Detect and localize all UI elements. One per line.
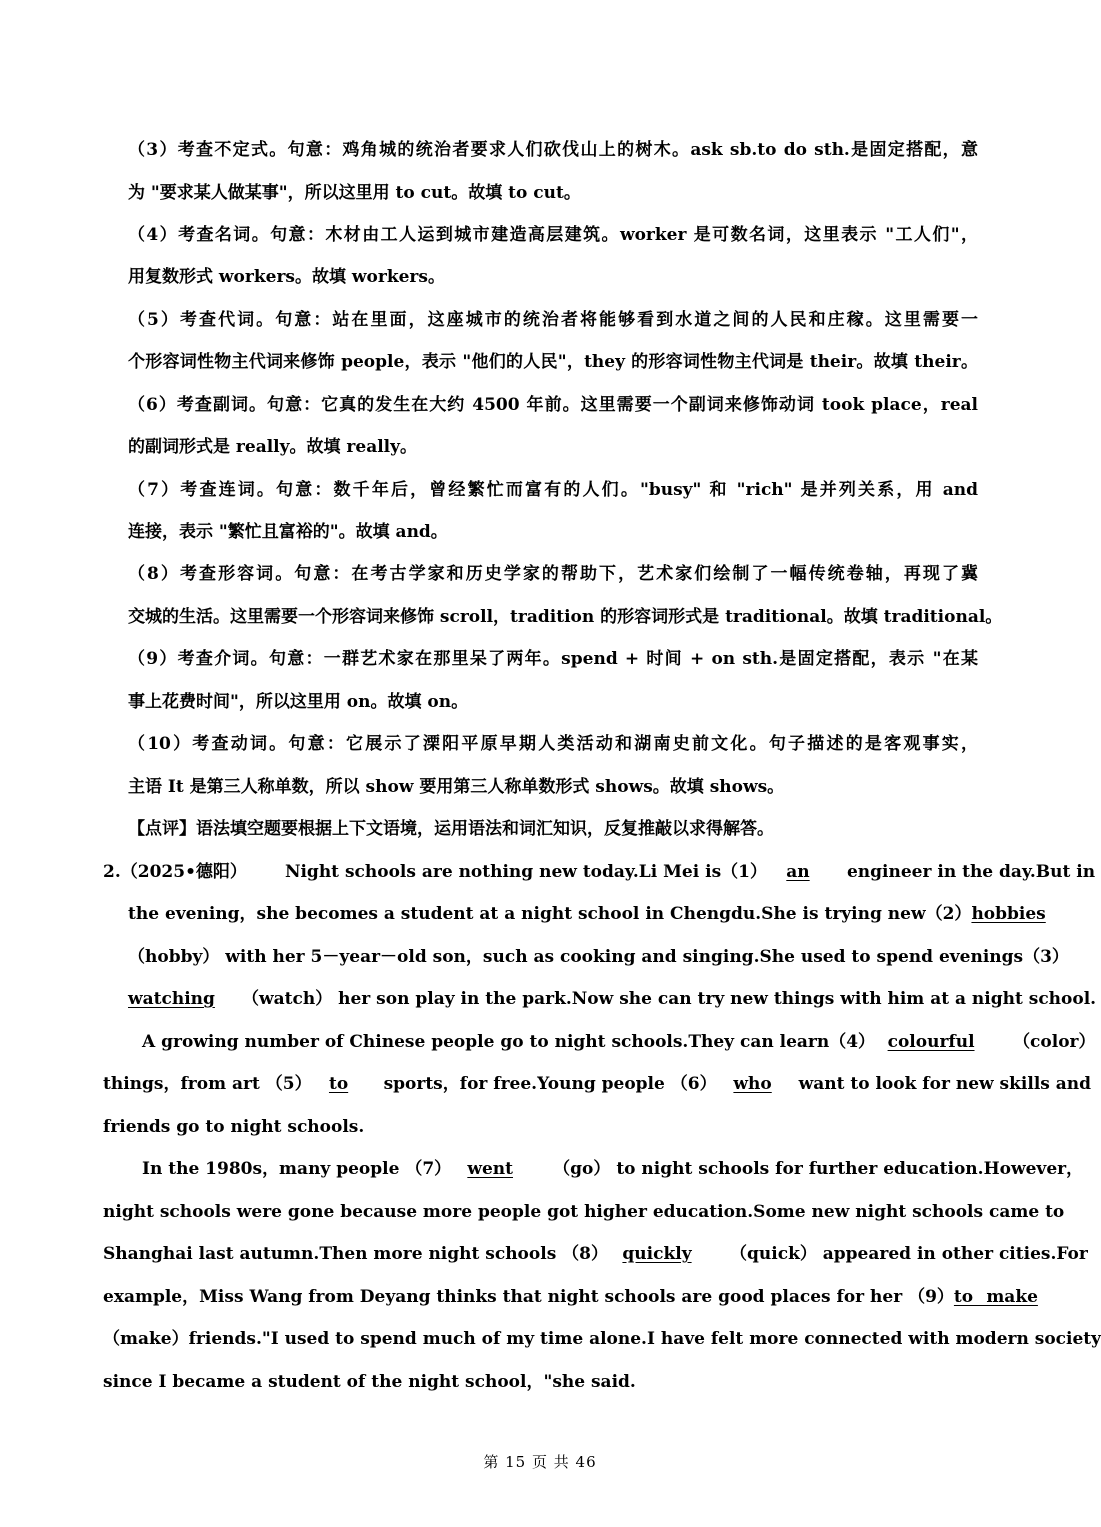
question-text: the evening，she becomes a student at a night school in Chengdu.She is trying new（2）: [128, 904, 972, 924]
question-text: （go） to night schools for further education.However，: [553, 1159, 1084, 1179]
explanation-7-line-1: （7）考查连词。句意：数千年后，曾经繁忙而富有的人们。"busy" 和 "rich" 是并列关系，用 and: [128, 480, 978, 500]
explanation-5-line-2: 个形容词性物主代词来修饰 people，表示 "他们的人民"，they 的形容词性物主代词是 their。故填 their。: [128, 352, 978, 372]
explanation-6-line-2: 的副词形式是 really。故填 really。: [128, 437, 417, 457]
question-2-line-5: [142, 1029, 1096, 1055]
explanation-4-line-2: 用复数形式 workers。故填 workers。: [128, 267, 445, 287]
page-footer: 第 15 页 共 46: [483, 1453, 597, 1471]
explanation-9-line-2: 事上花费时间"，所以这里用 on。故填 on。: [128, 692, 469, 712]
question-2-line-3: （hobby） with her 5－year－old son，such as cooking and singing.She used to spend evenings（3）: [128, 947, 1069, 967]
question-text: Night schools are nothing new today.Li Mei is（1）: [284, 862, 767, 882]
explanation-8-line-2: 交城的生活。这里需要一个形容词来修饰 scroll，tradition 的形容词形式是 traditional。故填 traditional。: [128, 607, 1003, 627]
question-2-line-9: night schools were gone because more people got higher education.Some new night schools came to: [103, 1202, 1065, 1222]
question-text: In the 1980s，many people （7）: [142, 1159, 452, 1179]
question-text: engineer in the day.But in: [846, 862, 1096, 882]
question-text: things，from art （5）: [103, 1074, 312, 1094]
question-2-line-7: friends go to night schools.: [103, 1117, 365, 1137]
question-2-line-1: [103, 859, 1096, 885]
question-text: （quick） appeared in other cities.For: [730, 1244, 1088, 1264]
answer-9[interactable]: to make: [953, 1287, 1038, 1307]
question-number: 2.: [103, 862, 121, 882]
answer-2[interactable]: hobbies: [971, 904, 1046, 924]
explanation-4-line-1: （4）考查名词。句意：木材由工人运到城市建造高层建筑。worker 是可数名词，这里表示 "工人们"，: [128, 225, 978, 245]
question-text: （watch） her son play in the park.Now she can try new things with him at a night school.: [242, 989, 1097, 1009]
question-2-line-2: [128, 901, 1046, 927]
question-2-line-4: [128, 986, 1097, 1012]
explanation-9-line-1: （9）考查介词。句意：一群艺术家在那里呆了两年。spend + 时间 + on sth.是固定搭配，表示 "在某: [128, 649, 978, 669]
explanation-10-line-2: 主语 It 是第三人称单数，所以 show 要用第三人称单数形式 shows。故填 shows。: [128, 777, 785, 797]
question-2-line-6: [103, 1071, 1092, 1097]
answer-4[interactable]: colourful: [887, 1032, 975, 1052]
question-2-line-10: [103, 1241, 1088, 1267]
explanation-10-line-1: （10）考查动词。句意：它展示了溧阳平原早期人类活动和湖南史前文化。句子描述的是客观事实，: [128, 734, 978, 754]
question-text: example，Miss Wang from Deyang thinks that night schools are good places for her （9）: [103, 1287, 954, 1307]
answer-1[interactable]: an: [786, 862, 810, 882]
question-text: A growing number of Chinese people go to night schools.They can learn（4）: [142, 1032, 876, 1052]
explanation-3-line-2: 为 "要求某人做某事"，所以这里用 to cut。故填 to cut。: [128, 183, 581, 203]
question-source: （2025•德阳）: [120, 862, 247, 882]
question-2-line-8: [142, 1156, 1084, 1182]
question-2-line-13: since I became a student of the night school，"she said.: [103, 1372, 636, 1392]
explanation-8-line-1: （8）考查形容词。句意：在考古学家和历史学家的帮助下，艺术家们绘制了一幅传统卷轴，再现了冀: [128, 564, 978, 584]
answer-8[interactable]: quickly: [622, 1244, 692, 1264]
question-2-line-12: （make）friends."I used to spend much of my time alone.I have felt more connected with modern society: [103, 1329, 1101, 1349]
comment: 【点评】语法填空题要根据上下文语境，运用语法和词汇知识，反复推敲以求得解答。: [128, 819, 774, 839]
question-text: （color）: [1013, 1032, 1096, 1052]
answer-5[interactable]: to: [328, 1074, 349, 1094]
answer-3[interactable]: watching: [128, 989, 215, 1009]
explanation-5-line-1: （5）考查代词。句意：站在里面，这座城市的统治者将能够看到水道之间的人民和庄稼。这里需要一: [128, 310, 978, 330]
explanation-6-line-1: （6）考查副词。句意：它真的发生在大约 4500 年前。这里需要一个副词来修饰动词 took place，real: [128, 395, 978, 415]
question-text: Shanghai last autumn.Then more night schools （8）: [103, 1244, 609, 1264]
answer-7[interactable]: went: [467, 1159, 513, 1179]
question-2-line-11: [103, 1284, 1038, 1310]
question-text: want to look for new skills and: [798, 1074, 1092, 1094]
explanation-7-line-2: 连接，表示 "繁忙且富裕的"。故填 and。: [128, 522, 448, 542]
explanation-3-line-1: （3）考查不定式。句意：鸡角城的统治者要求人们砍伐山上的树木。ask sb.to do sth.是固定搭配，意: [128, 140, 978, 160]
question-text: sports，for free.Young people （6）: [383, 1074, 717, 1094]
answer-6[interactable]: who: [733, 1074, 772, 1094]
